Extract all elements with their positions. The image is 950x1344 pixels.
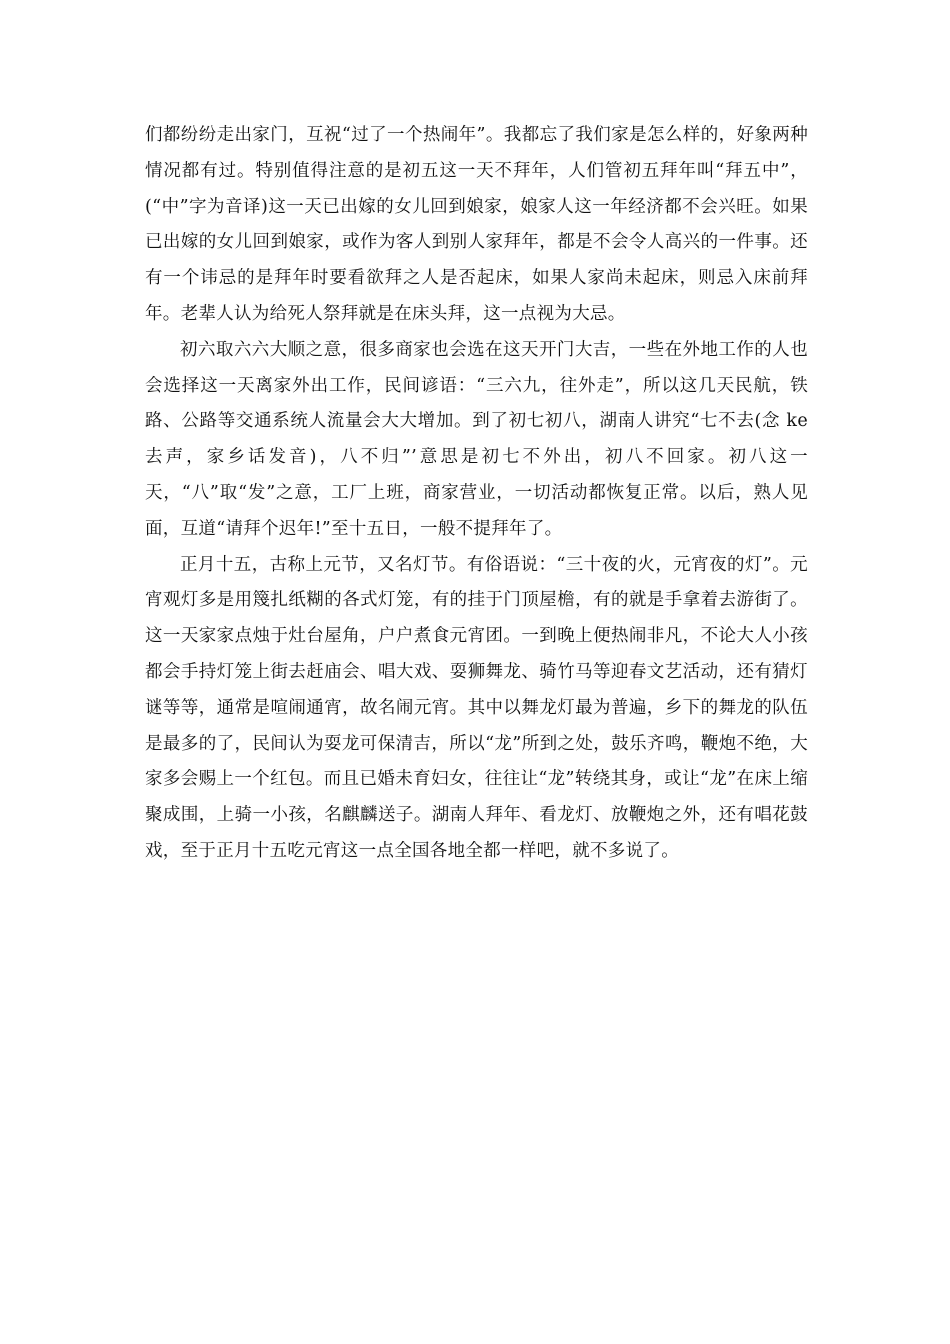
paragraph-2: 初六取六六大顺之意，很多商家也会选在这天开门大吉，一些在外地工作的人也会选择这一天离家外出工作，民间谚语：“三六九，往外走”，所以这几天民航，铁路、公路等交通系统人流量会大大增加。到了初七初八，湖南人讲究“七不去(念 ke 去声，家乡话发音)，八不归”’意思是初七不外出，初八不回家。初八这一天，“八”取“发”之意，工厂上班，商家营业，一切活动都恢复正常。以后，熟人见面，互道“请拜个迟年!”至十五日，一般不提拜年了。 bbox=[145, 339, 808, 539]
document-page bbox=[145, 118, 808, 870]
paragraph-3: 正月十五，古称上元节，又名灯节。有俗语说：“三十夜的火，元宵夜的灯”。元宵观灯多是用篾扎纸糊的各式灯笼，有的挂于门顶屋檐，有的就是手拿着去游街了。这一天家家点烛于灶台屋角，户户煮食元宵团。一到晚上便热闹非凡，不论大人小孩都会手持灯笼上街去赶庙会、唱大戏、耍狮舞龙、骑竹马等迎春文艺活动，还有猜灯谜等等，通常是喧闹通宵，故名闹元宵。其中以舞龙灯最为普遍，乡下的舞龙的队伍是最多的了，民间认为耍龙可保清吉，所以“龙”所到之处，鼓乐齐鸣，鞭炮不绝，大家多会赐上一个红包。而且已婚未育妇女，往往让“龙”转绕其身，或让“龙”在床上缩聚成围，上骑一小孩，名麒麟送子。湖南人拜年、看龙灯、放鞭炮之外，还有唱花鼓戏，至于正月十五吃元宵这一点全国各地全都一样吧，就不多说了。 bbox=[145, 554, 808, 861]
paragraph-1: 们都纷纷走出家门，互祝“过了一个热闹年”。我都忘了我们家是怎么样的，好象两种情况都有过。特别值得注意的是初五这一天不拜年，人们管初五拜年叫“拜五中”，(“中”字为音译)这一天已出嫁的女儿回到娘家，娘家人这一年经济都不会兴旺。如果已出嫁的女儿回到娘家，或作为客人到别人家拜年，都是不会令人高兴的一件事。还有一个讳忌的是拜年时要看欲拜之人是否起床，如果人家尚未起床，则忌入床前拜年。老辈人认为给死人祭拜就是在床头拜，这一点视为大忌。 bbox=[145, 125, 808, 324]
